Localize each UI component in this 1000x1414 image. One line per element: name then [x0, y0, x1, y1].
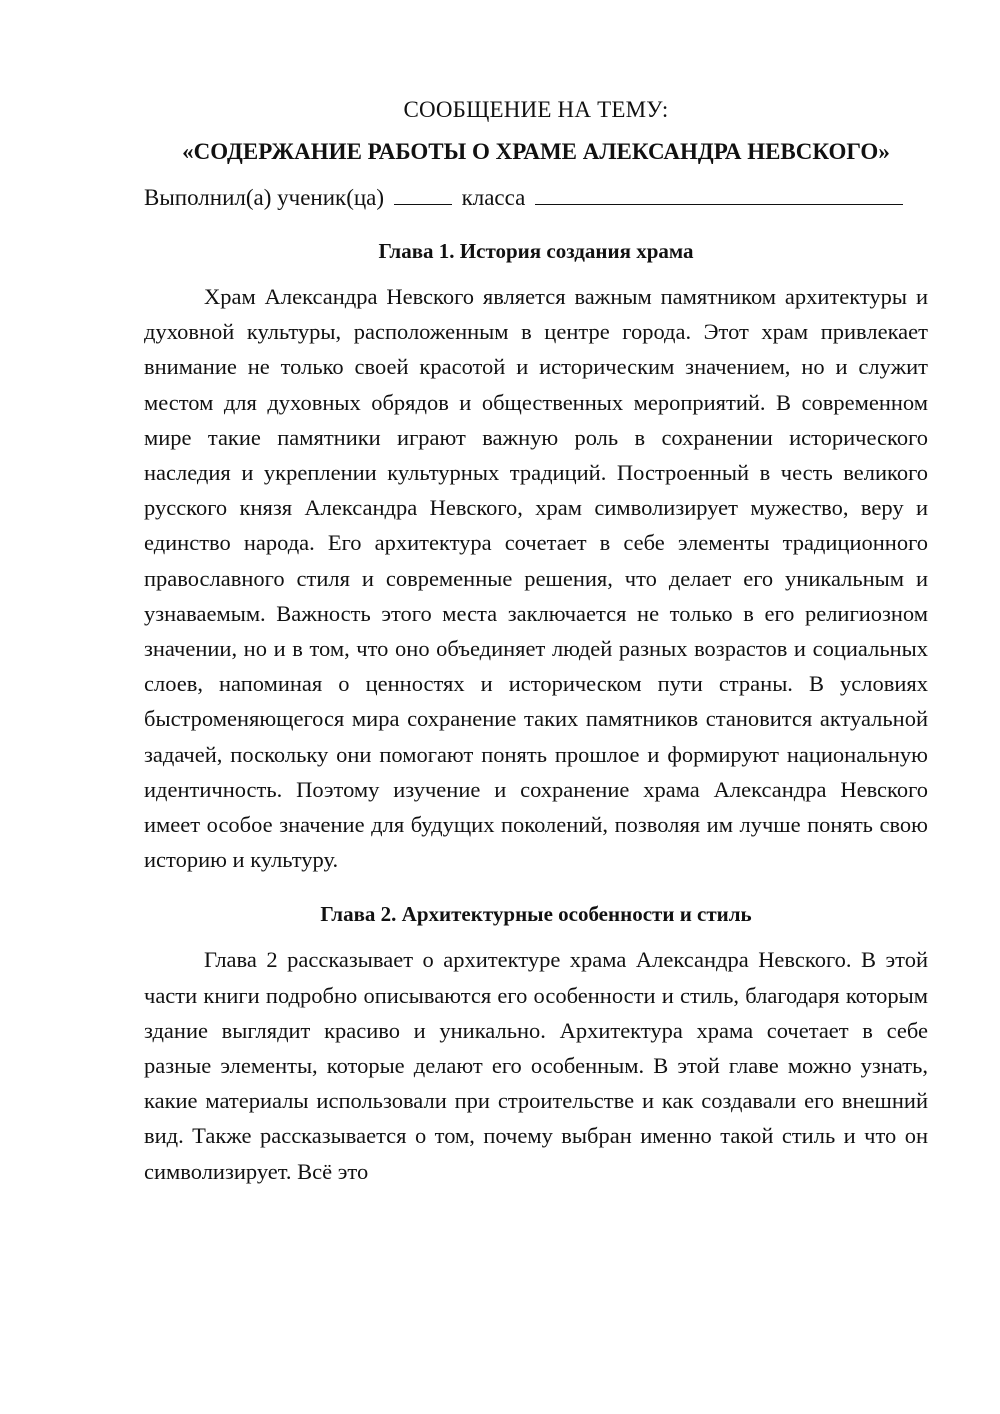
chapter-1-heading: Глава 1. История создания храма: [378, 239, 694, 263]
document-title: СООБЩЕНИЕ НА ТЕМУ:: [403, 97, 669, 122]
document-subtitle: «СОДЕРЖАНИЕ РАБОТЫ О ХРАМЕ АЛЕКСАНДРА НЕВСКОГО»: [182, 139, 890, 164]
class-label: класса: [461, 185, 526, 210]
document-body: [144, 92, 928, 1189]
chapter-2-paragraph: Глава 2 рассказывает о архитектуре храма Александра Невского. В этой части книги подробно описываются его особенности и стиль, благодаря которым здание выглядит красиво и уникально. Архитектура храма сочетает в себе разные элементы, которые делают его особенным. В этой главе можно узнать, какие материалы использовали при строительстве и как создавали его внешний вид. Также рассказывается о том, почему выбран именно такой стиль и что он символизирует. Всё это: [144, 947, 928, 1184]
class-number-blank: [394, 182, 452, 205]
performer-line: [144, 180, 928, 216]
student-name-blank: [535, 182, 903, 205]
chapter-2-heading: Глава 2. Архитектурные особенности и стиль: [320, 902, 752, 927]
performer-label: Выполнил(а) ученик(ца): [144, 185, 385, 210]
chapter-1-paragraph: Храм Александра Невского является важным памятником архитектуры и духовной культуры, расположенным в центре города. Этот храм привлекает внимание не только своей красотой и историческим значением, но и служит местом для духовных обрядов и общественных мероприятий. В современном мире такие памятники играют важную роль в сохранении исторического наследия и укреплении культурных традиций. Построенный в честь великого русского князя Александра Невского, храм символизирует мужество, веру и единство народа. Его архитектура сочетает в себе элементы традиционного православного стиля и современные решения, что делает его уникальным и узнаваемым. Важность этого места заключается не только в его религиозном значении, но и в том, что оно объединяет людей разных возрастов и социальных слоев, напоминая о ценностях и историческом пути страны. В условиях быстроменяющегося мира сохранение таких памятников становится актуальной задачей, поскольку они помогают понять прошлое и формируют национальную идентичность. Поэтому изучение и сохранение храма Александра Невского имеет особое значение для будущих поколений, позволяя им лучше понять свою историю и культуру.: [144, 284, 928, 873]
